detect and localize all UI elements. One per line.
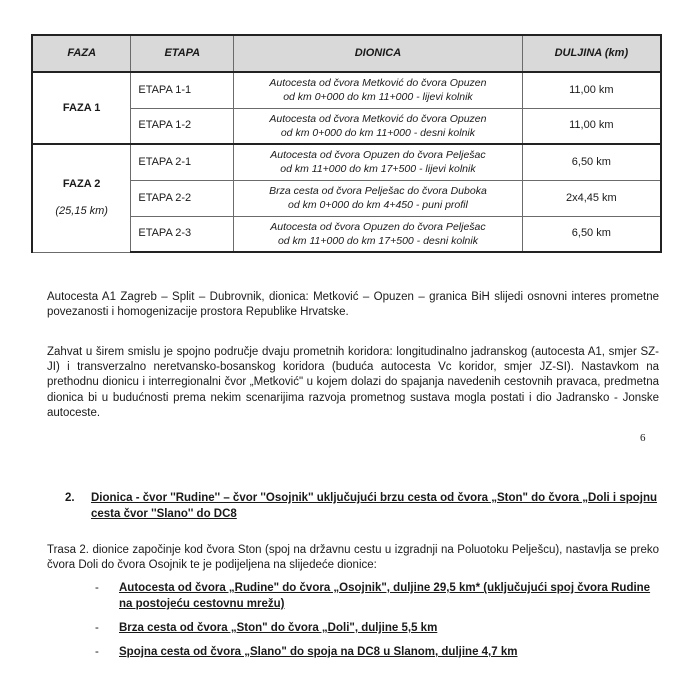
faza-label: FAZA 2: [62, 178, 101, 191]
header-faza: FAZA: [32, 35, 131, 72]
dionica-line: od km 0+000 do km 11+000 - desni kolnik: [280, 126, 476, 139]
page-number: 6: [640, 432, 646, 444]
faza-length: (25,15 km): [55, 205, 108, 218]
dionica-line: Autocesta od čvora Metković do čvora Opuzen: [269, 77, 487, 90]
section-list: [95, 580, 655, 668]
dionica-line: Autocesta od čvora Metković do čvora Opuzen: [269, 112, 487, 125]
dionica-cell: [234, 216, 522, 252]
header-dionica: DIONICA: [234, 35, 522, 72]
list-item-text: Autocesta od čvora „Rudine" do čvora „Osojnik", duljine 29,5 km* (uključujući spoj čvora Rudine na postojeću cestovnu mrežu): [119, 582, 651, 610]
etapa-cell: ETAPA 2-2: [131, 180, 234, 216]
faza-2-cell: [32, 144, 131, 252]
duljina-cell: 11,00 km: [522, 72, 661, 108]
route-paragraph: Trasa 2. dionice započinje kod čvora Ston (spoj na državnu cestu u izgradnji na Poluotoku Pelješcu), nastavlja se preko čvora Doli do čvora Osojnik te je podijeljena na slijedeće dionice:: [47, 544, 659, 572]
table-row: [32, 72, 661, 108]
table-row: [32, 144, 661, 180]
faza-label: FAZA 1: [62, 101, 101, 114]
duljina-cell: 6,50 km: [522, 144, 661, 180]
list-item: [95, 620, 655, 636]
section-heading: [65, 490, 670, 522]
dionica-cell: [234, 144, 522, 180]
etapa-cell: ETAPA 1-1: [131, 72, 234, 108]
section-number: 2.: [65, 492, 75, 504]
section-title: Dionica - čvor ''Rudine'' – čvor ''Osojnik'' uključujući brzu cesta od čvora „Ston" do čvora „Doli i spojnu cesta čvor ''Slano'' do DC8: [91, 492, 658, 520]
duljina-cell: 6,50 km: [522, 216, 661, 252]
etapa-cell: ETAPA 2-1: [131, 144, 234, 180]
dionica-line: od km 11+000 do km 17+500 - desni kolnik: [277, 234, 478, 247]
duljina-cell: 11,00 km: [522, 108, 661, 144]
dionica-line: od km 11+000 do km 17+500 - lijevi kolnik: [280, 163, 476, 176]
list-item-text: Spojna cesta od čvora „Slano" do spoja na DC8 u Slanom, duljine 4,7 km: [119, 646, 518, 658]
dionica-line: od km 0+000 do km 11+000 - lijevi kolnik: [283, 91, 473, 104]
dionica-cell: [234, 180, 522, 216]
intro-paragraph: Autocesta A1 Zagreb – Split – Dubrovnik, dionica: Metković – Opuzen – granica BiH slijedi osnovni interes prometne povezanosti i homogenizacije prostora Republike Hrvatske.: [47, 291, 659, 319]
dionica-line: Autocesta od čvora Opuzen do čvora Pelješac: [270, 149, 486, 162]
list-item: [95, 580, 655, 612]
phase-table: [31, 34, 662, 253]
list-dash: -: [95, 582, 99, 594]
faza-1-cell: [32, 72, 131, 144]
dionica-line: Brza cesta od čvora Pelješac do čvora Duboka: [269, 185, 487, 197]
dionica-cell: [234, 72, 522, 108]
dionica-cell: [234, 108, 522, 144]
header-duljina: DULJINA (km): [522, 35, 661, 72]
header-etapa: ETAPA: [131, 35, 234, 72]
list-dash: -: [95, 622, 99, 634]
list-item-text: Brza cesta od čvora „Ston" do čvora „Doli", duljine 5,5 km: [119, 622, 438, 634]
etapa-cell: ETAPA 1-2: [131, 108, 234, 144]
etapa-cell: ETAPA 2-3: [131, 216, 234, 252]
list-item: [95, 644, 655, 660]
dionica-line: od km 0+000 do km 4+450 - puni profil: [288, 199, 468, 211]
duljina-cell: 2x4,45 km: [522, 180, 661, 216]
list-dash: -: [95, 646, 99, 658]
corridor-paragraph: Zahvat u širem smislu je spojno područje dvaju prometnih koridora: longitudinalno jadranskog (autocesta A1, smjer SZ-JI) i transverzalno neretvansko-bosanskog koridora (buduća autocesta Vc koridor, smjer JZ-SI). Nastavkom na prethodnu dionicu i interregionalni čvor „Metković" u kojem dolazi do spajanja navedenih cestovnih pravaca, predmetna dionica bi u budućnosti prema nekim scenarijima razvoja prometnog sustava mogla postati i dio Jadransko - Jonske autoceste.: [47, 346, 659, 419]
table-header-row: [32, 35, 661, 72]
dionica-line: Autocesta od čvora Opuzen do čvora Pelješac: [270, 220, 486, 233]
